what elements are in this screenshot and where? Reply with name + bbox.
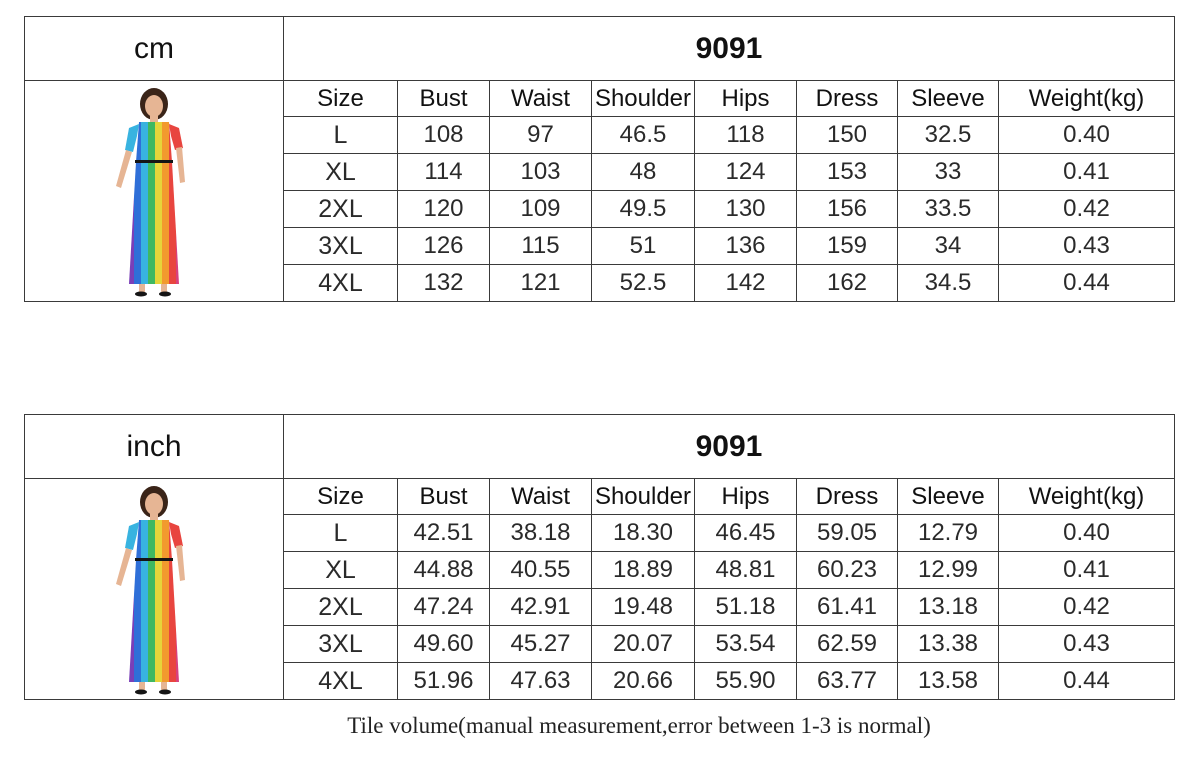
hips-cell: 124 bbox=[695, 154, 797, 191]
size-cell: 3XL bbox=[284, 228, 398, 265]
bust-cell: 126 bbox=[398, 228, 490, 265]
sleeve-cell: 13.18 bbox=[898, 589, 999, 626]
dress-cell: 153 bbox=[797, 154, 898, 191]
header-dress: Dress bbox=[797, 81, 898, 117]
bust-cell: 42.51 bbox=[398, 515, 490, 552]
sleeve-cell: 12.79 bbox=[898, 515, 999, 552]
bust-cell: 44.88 bbox=[398, 552, 490, 589]
hips-cell: 136 bbox=[695, 228, 797, 265]
sleeve-cell: 34.5 bbox=[898, 265, 999, 302]
header-weight: Weight(kg) bbox=[999, 81, 1175, 117]
size-cell: 3XL bbox=[284, 626, 398, 663]
header-size: Size bbox=[284, 479, 398, 515]
weight-cell: 0.41 bbox=[999, 154, 1175, 191]
shoulder-cell: 49.5 bbox=[592, 191, 695, 228]
bust-cell: 51.96 bbox=[398, 663, 490, 700]
size-cell: XL bbox=[284, 552, 398, 589]
shoulder-cell: 52.5 bbox=[592, 265, 695, 302]
shoulder-cell: 18.89 bbox=[592, 552, 695, 589]
hips-cell: 118 bbox=[695, 117, 797, 154]
dress-cell: 162 bbox=[797, 265, 898, 302]
weight-cell: 0.43 bbox=[999, 228, 1175, 265]
sleeve-cell: 33.5 bbox=[898, 191, 999, 228]
header-sleeve: Sleeve bbox=[898, 479, 999, 515]
sleeve-cell: 34 bbox=[898, 228, 999, 265]
hips-cell: 53.54 bbox=[695, 626, 797, 663]
hips-cell: 46.45 bbox=[695, 515, 797, 552]
dress-cell: 159 bbox=[797, 228, 898, 265]
bust-cell: 49.60 bbox=[398, 626, 490, 663]
dress-cell: 60.23 bbox=[797, 552, 898, 589]
hips-cell: 55.90 bbox=[695, 663, 797, 700]
header-shoulder: Shoulder bbox=[592, 479, 695, 515]
size-cell: L bbox=[284, 515, 398, 552]
shoulder-cell: 51 bbox=[592, 228, 695, 265]
shoulder-cell: 20.07 bbox=[592, 626, 695, 663]
weight-cell: 0.43 bbox=[999, 626, 1175, 663]
waist-cell: 40.55 bbox=[490, 552, 592, 589]
header-bust: Bust bbox=[398, 479, 490, 515]
sleeve-cell: 13.58 bbox=[898, 663, 999, 700]
weight-cell: 0.40 bbox=[999, 515, 1175, 552]
hips-cell: 51.18 bbox=[695, 589, 797, 626]
bust-cell: 47.24 bbox=[398, 589, 490, 626]
hips-cell: 48.81 bbox=[695, 552, 797, 589]
dress-cell: 62.59 bbox=[797, 626, 898, 663]
waist-cell: 45.27 bbox=[490, 626, 592, 663]
size-chart-inch bbox=[24, 414, 1175, 700]
shoulder-cell: 46.5 bbox=[592, 117, 695, 154]
dress-cell: 61.41 bbox=[797, 589, 898, 626]
shoulder-cell: 48 bbox=[592, 154, 695, 191]
shoulder-cell: 20.66 bbox=[592, 663, 695, 700]
model-photo-icon bbox=[99, 84, 209, 299]
waist-cell: 42.91 bbox=[490, 589, 592, 626]
header-sleeve: Sleeve bbox=[898, 81, 999, 117]
dress-cell: 63.77 bbox=[797, 663, 898, 700]
model-number: 9091 bbox=[284, 17, 1175, 81]
sleeve-cell: 12.99 bbox=[898, 552, 999, 589]
dress-cell: 59.05 bbox=[797, 515, 898, 552]
header-dress: Dress bbox=[797, 479, 898, 515]
size-cell: 4XL bbox=[284, 663, 398, 700]
bust-cell: 120 bbox=[398, 191, 490, 228]
size-cell: 2XL bbox=[284, 589, 398, 626]
waist-cell: 103 bbox=[490, 154, 592, 191]
hips-cell: 130 bbox=[695, 191, 797, 228]
header-waist: Waist bbox=[490, 479, 592, 515]
shoulder-cell: 18.30 bbox=[592, 515, 695, 552]
waist-cell: 109 bbox=[490, 191, 592, 228]
hips-cell: 142 bbox=[695, 265, 797, 302]
size-cell: XL bbox=[284, 154, 398, 191]
weight-cell: 0.41 bbox=[999, 552, 1175, 589]
weight-cell: 0.40 bbox=[999, 117, 1175, 154]
waist-cell: 38.18 bbox=[490, 515, 592, 552]
dress-cell: 150 bbox=[797, 117, 898, 154]
size-cell: 2XL bbox=[284, 191, 398, 228]
waist-cell: 121 bbox=[490, 265, 592, 302]
size-cell: 4XL bbox=[284, 265, 398, 302]
bust-cell: 114 bbox=[398, 154, 490, 191]
header-shoulder: Shoulder bbox=[592, 81, 695, 117]
waist-cell: 97 bbox=[490, 117, 592, 154]
size-chart-cm bbox=[24, 16, 1175, 302]
bust-cell: 132 bbox=[398, 265, 490, 302]
weight-cell: 0.42 bbox=[999, 589, 1175, 626]
unit-label: cm bbox=[25, 17, 284, 81]
weight-cell: 0.42 bbox=[999, 191, 1175, 228]
header-size: Size bbox=[284, 81, 398, 117]
model-photo bbox=[25, 81, 284, 302]
sleeve-cell: 33 bbox=[898, 154, 999, 191]
model-photo bbox=[25, 479, 284, 700]
sleeve-cell: 32.5 bbox=[898, 117, 999, 154]
size-cell: L bbox=[284, 117, 398, 154]
bust-cell: 108 bbox=[398, 117, 490, 154]
waist-cell: 115 bbox=[490, 228, 592, 265]
header-bust: Bust bbox=[398, 81, 490, 117]
header-weight: Weight(kg) bbox=[999, 479, 1175, 515]
measurement-note: Tile volume(manual measurement,error between 1-3 is normal) bbox=[347, 713, 931, 738]
shoulder-cell: 19.48 bbox=[592, 589, 695, 626]
header-hips: Hips bbox=[695, 81, 797, 117]
unit-label: inch bbox=[25, 415, 284, 479]
sleeve-cell: 13.38 bbox=[898, 626, 999, 663]
waist-cell: 47.63 bbox=[490, 663, 592, 700]
header-waist: Waist bbox=[490, 81, 592, 117]
weight-cell: 0.44 bbox=[999, 265, 1175, 302]
dress-cell: 156 bbox=[797, 191, 898, 228]
model-photo-icon bbox=[99, 482, 209, 697]
weight-cell: 0.44 bbox=[999, 663, 1175, 700]
header-hips: Hips bbox=[695, 479, 797, 515]
model-number: 9091 bbox=[284, 415, 1175, 479]
